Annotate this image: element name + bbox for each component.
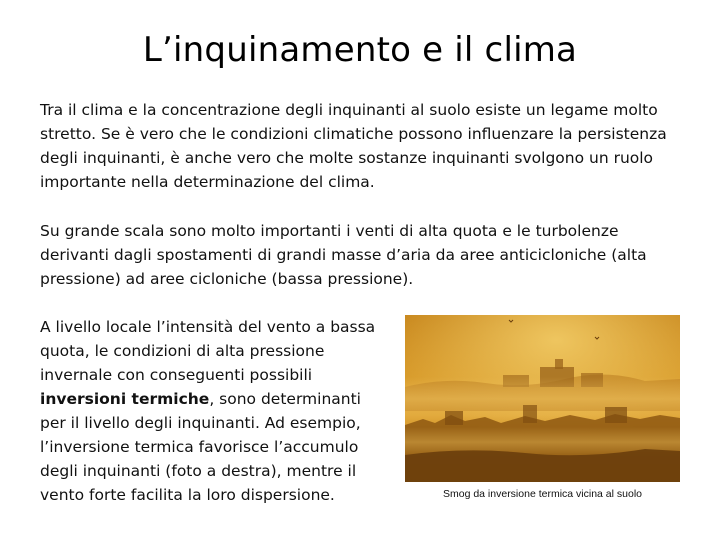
slide-title: L’inquinamento e il clima — [142, 30, 578, 70]
paragraph-large-scale-winds: Su grande scala sono molto importanti i venti di alta quota e le turbolenze derivanti dagli spostamenti di grandi masse d’aria da aree anticicloniche (alta pressione) ad aree cicloniche (bassa pressione). — [40, 222, 647, 288]
thermal-inversion-term: inversioni termiche — [40, 390, 210, 408]
paragraph-local-text-start: A livello locale l’intensità del vento a bassa quota, le condizioni di alta pressione invernale con conseguenti possibili — [40, 318, 376, 384]
paragraph-climate-pollution-link: Tra il clima e la concentrazione degli inquinanti al suolo esiste un legame molto stretto. Se è vero che le condizioni climatiche possono influenzare la persistenza degli inquinanti, è anche vero che molte sostanze inquinanti svolgono un ruolo importante nella determinazione del clima. — [40, 101, 667, 191]
paragraph-local-conditions — [40, 315, 380, 507]
paragraph-local-text-end: , sono determinanti per il livello degli inquinanti. Ad esempio, l’inversione termica favorisce l’accumulo degli inquinanti (foto a destra), mentre il vento forte facilita la loro dispersione. — [40, 390, 361, 504]
photo-caption: Smog da inversione termica vicina al suolo — [442, 488, 642, 500]
smog-inversion-photo — [405, 315, 680, 482]
